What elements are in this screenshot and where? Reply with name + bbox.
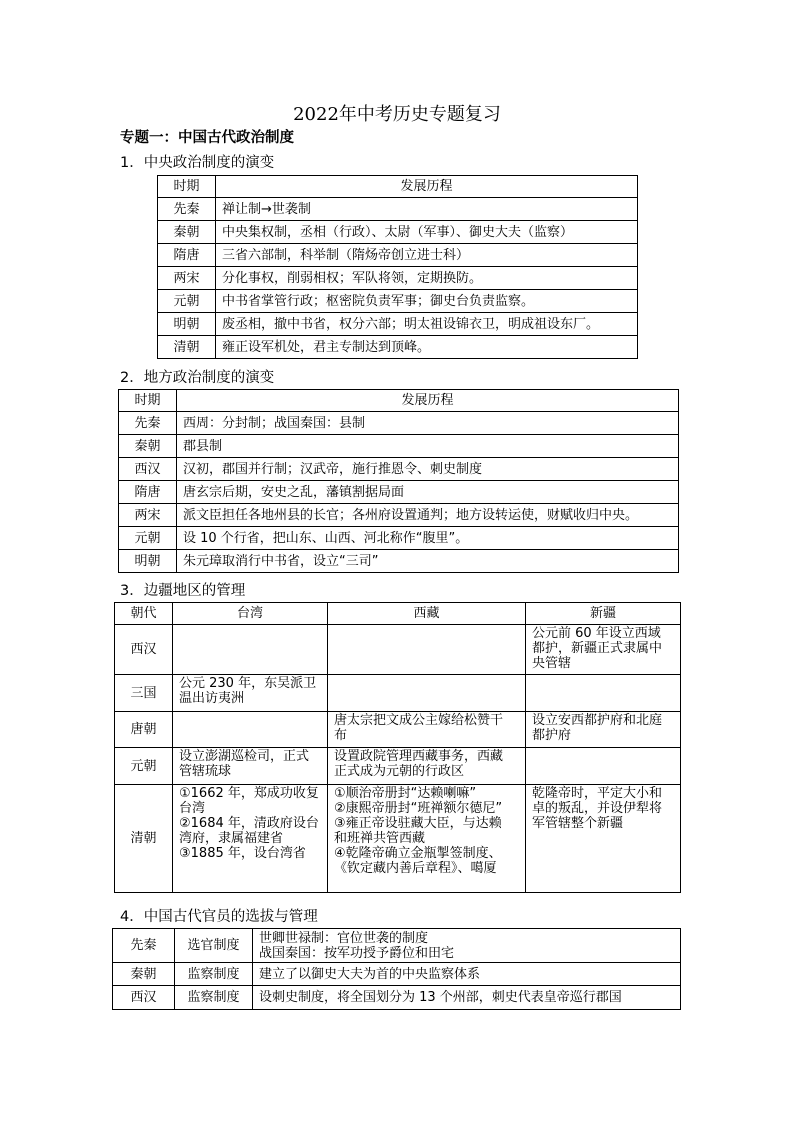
- dynasty-cell: 三国: [115, 675, 173, 712]
- section-4-heading: 4．中国古代官员的选拔与管理: [120, 909, 318, 925]
- development-cell: 派文臣担任各地州县的长官；各州府设置通判；地方设转运使，财赋收归中央。: [177, 504, 679, 527]
- table-row: [119, 481, 679, 504]
- xinjiang-cell: [526, 675, 681, 712]
- period-cell: 先秦: [119, 412, 177, 435]
- period-cell: 隋唐: [158, 244, 216, 267]
- table-row: [158, 290, 638, 313]
- cell-line: 设立安西都护府和北庭: [532, 713, 663, 728]
- dynasty-cell: 元朝: [115, 748, 173, 785]
- cell-line: ②康熙帝册封“班禅额尔德尼”: [334, 801, 503, 816]
- development-cell: 朱元璋取消行中书省，设立“三司”: [177, 550, 679, 573]
- cell-line: ④乾隆帝确立金瓶掣签制度、: [334, 846, 502, 861]
- taiwan-cell: [173, 625, 328, 675]
- cell-line: 温出访夷洲: [179, 691, 245, 706]
- taiwan-cell: [173, 675, 328, 712]
- detail-cell: [253, 986, 681, 1010]
- table-row: [115, 675, 681, 712]
- cell-line: 唐太宗把文成公主嫁给松赞干: [334, 713, 504, 728]
- development-cell: 中书省掌管行政；枢密院负责军事；御史台负责监察。: [216, 290, 638, 313]
- dynasty-cell: 西汉: [115, 625, 173, 675]
- topic-heading: 专题一：中国古代政治制度: [120, 130, 294, 146]
- cell-line: 和班禅共管西藏: [334, 831, 426, 846]
- period-cell: 先秦: [113, 929, 175, 963]
- frontier-table: [114, 602, 681, 893]
- table-row: [119, 458, 679, 481]
- cell-line: 都护，新疆正式隶属中: [532, 641, 663, 656]
- development-cell: 雍正设军机处，君主专制达到顶峰。: [216, 336, 638, 359]
- cell-line: ①1662 年，郑成功收复: [179, 786, 319, 801]
- table-row: [115, 785, 681, 893]
- cell-line: 公元 230 年，东吴派卫: [179, 676, 317, 691]
- dynasty-cell: 唐朝: [115, 712, 173, 748]
- taiwan-cell: [173, 748, 328, 785]
- header-tibet: 西藏: [328, 603, 526, 625]
- period-cell: 秦朝: [158, 221, 216, 244]
- tibet-cell: [328, 785, 526, 893]
- cell-line: 公元前 60 年设立西域: [532, 626, 661, 641]
- cell-line: 湾府，隶属福建省: [179, 831, 284, 846]
- cell-line: 军管辖整个新疆: [532, 816, 624, 831]
- central-system-table: [157, 175, 638, 359]
- cell-line: 战国秦国：按军功授予爵位和田宅: [259, 945, 455, 961]
- cell-line: ②1684 年，清政府设台: [179, 816, 319, 831]
- period-cell: 清朝: [158, 336, 216, 359]
- header-period: 时期: [158, 176, 216, 198]
- section-1-heading: 1．中央政治制度的演变: [120, 155, 275, 171]
- table-row: [115, 748, 681, 785]
- section-2-heading: 2．地方政治制度的演变: [120, 370, 275, 386]
- table-row: [119, 435, 679, 458]
- header-period: 时期: [119, 390, 177, 412]
- period-cell: 秦朝: [119, 435, 177, 458]
- cell-line: 卓的叛乱，并设伊犁将: [532, 801, 663, 816]
- period-cell: 明朝: [158, 313, 216, 336]
- table-row: [119, 527, 679, 550]
- cell-line: 央管辖: [532, 656, 572, 671]
- tibet-cell: [328, 625, 526, 675]
- cell-line: 管辖琉球: [179, 764, 232, 779]
- table-row: [158, 267, 638, 290]
- header-taiwan: 台湾: [173, 603, 328, 625]
- system-cell: 监察制度: [175, 963, 253, 986]
- cell-line: 设立澎湖巡检司，正式: [179, 749, 310, 764]
- development-cell: 废丞相，撤中书省，权分六部；明太祖设锦衣卫，明成祖设东厂。: [216, 313, 638, 336]
- table-row: [115, 712, 681, 748]
- cell-line: 建立了以御史大夫为首的中央监察体系: [259, 966, 481, 982]
- period-cell: 隋唐: [119, 481, 177, 504]
- xinjiang-cell: [526, 748, 681, 785]
- taiwan-cell: [173, 712, 328, 748]
- system-cell: 监察制度: [175, 986, 253, 1010]
- system-cell: 选官制度: [175, 929, 253, 963]
- table-row: [113, 986, 681, 1010]
- official-selection-table: [112, 928, 681, 1010]
- period-cell: 秦朝: [113, 963, 175, 986]
- table-row: [158, 336, 638, 359]
- development-cell: 郡县制: [177, 435, 679, 458]
- period-cell: 西汉: [119, 458, 177, 481]
- period-cell: 两宋: [119, 504, 177, 527]
- table-row: [113, 963, 681, 986]
- development-cell: 分化事权，削弱相权；军队将领，定期换防。: [216, 267, 638, 290]
- detail-cell: [253, 963, 681, 986]
- tibet-cell: [328, 748, 526, 785]
- table-row: [158, 198, 638, 221]
- cell-line: 世卿世禄制：官位世袭的制度: [259, 930, 429, 946]
- development-cell: 中央集权制，丞相（行政）、太尉（军事）、御史大夫（监察）: [216, 221, 638, 244]
- table-row: [119, 550, 679, 573]
- table-row: [158, 221, 638, 244]
- header-development: 发展历程: [177, 390, 679, 412]
- period-cell: 两宋: [158, 267, 216, 290]
- cell-line: 乾隆帝时，平定大小和: [532, 786, 663, 801]
- local-system-table: [118, 389, 679, 573]
- taiwan-cell: [173, 785, 328, 893]
- period-cell: 元朝: [119, 527, 177, 550]
- cell-line: ③雍正帝设驻藏大臣，与达赖: [334, 816, 502, 831]
- detail-cell: [253, 929, 681, 963]
- period-cell: 先秦: [158, 198, 216, 221]
- xinjiang-cell: [526, 712, 681, 748]
- xinjiang-cell: [526, 625, 681, 675]
- dynasty-cell: 清朝: [115, 785, 173, 893]
- section-3-heading: 3．边疆地区的管理: [120, 583, 246, 599]
- table-row: [158, 244, 638, 267]
- tibet-cell: [328, 675, 526, 712]
- development-cell: 设 10 个行省，把山东、山西、河北称作“腹里”。: [177, 527, 679, 550]
- header-development: 发展历程: [216, 176, 638, 198]
- development-cell: 禅让制→世袭制: [216, 198, 638, 221]
- cell-line: ③1885 年，设台湾省: [179, 846, 306, 861]
- development-cell: 西周：分封制；战国秦国：县制: [177, 412, 679, 435]
- table-row: [113, 929, 681, 963]
- development-cell: 三省六部制，科举制（隋炀帝创立进士科）: [216, 244, 638, 267]
- period-cell: 元朝: [158, 290, 216, 313]
- cell-line: 《钦定藏内善后章程》、噶厦: [334, 861, 497, 876]
- cell-line: 设刺史制度，将全国划分为 13 个州部，刺史代表皇帝巡行郡国: [259, 990, 622, 1005]
- tibet-cell: [328, 712, 526, 748]
- cell-line: 布: [334, 728, 348, 743]
- development-cell: 汉初，郡国并行制；汉武帝，施行推恩令、刺史制度: [177, 458, 679, 481]
- header-xinjiang: 新疆: [526, 603, 681, 625]
- period-cell: 明朝: [119, 550, 177, 573]
- development-cell: 唐玄宗后期，安史之乱，藩镇割据局面: [177, 481, 679, 504]
- table-row: [158, 313, 638, 336]
- table-row: [119, 412, 679, 435]
- table-row: [119, 504, 679, 527]
- cell-line: 设置政院管理西藏事务，西藏: [334, 749, 504, 764]
- header-dynasty: 朝代: [115, 603, 173, 625]
- document-title: 2022年中考历史专题复习: [293, 104, 501, 125]
- cell-line: 正式成为元朝的行政区: [334, 764, 465, 779]
- xinjiang-cell: [526, 785, 681, 893]
- cell-line: ①顺治帝册封“达赖喇嘛”: [334, 786, 477, 801]
- cell-line: 台湾: [179, 801, 206, 816]
- cell-line: 都护府: [532, 728, 572, 743]
- table-row: [115, 625, 681, 675]
- period-cell: 西汉: [113, 986, 175, 1010]
